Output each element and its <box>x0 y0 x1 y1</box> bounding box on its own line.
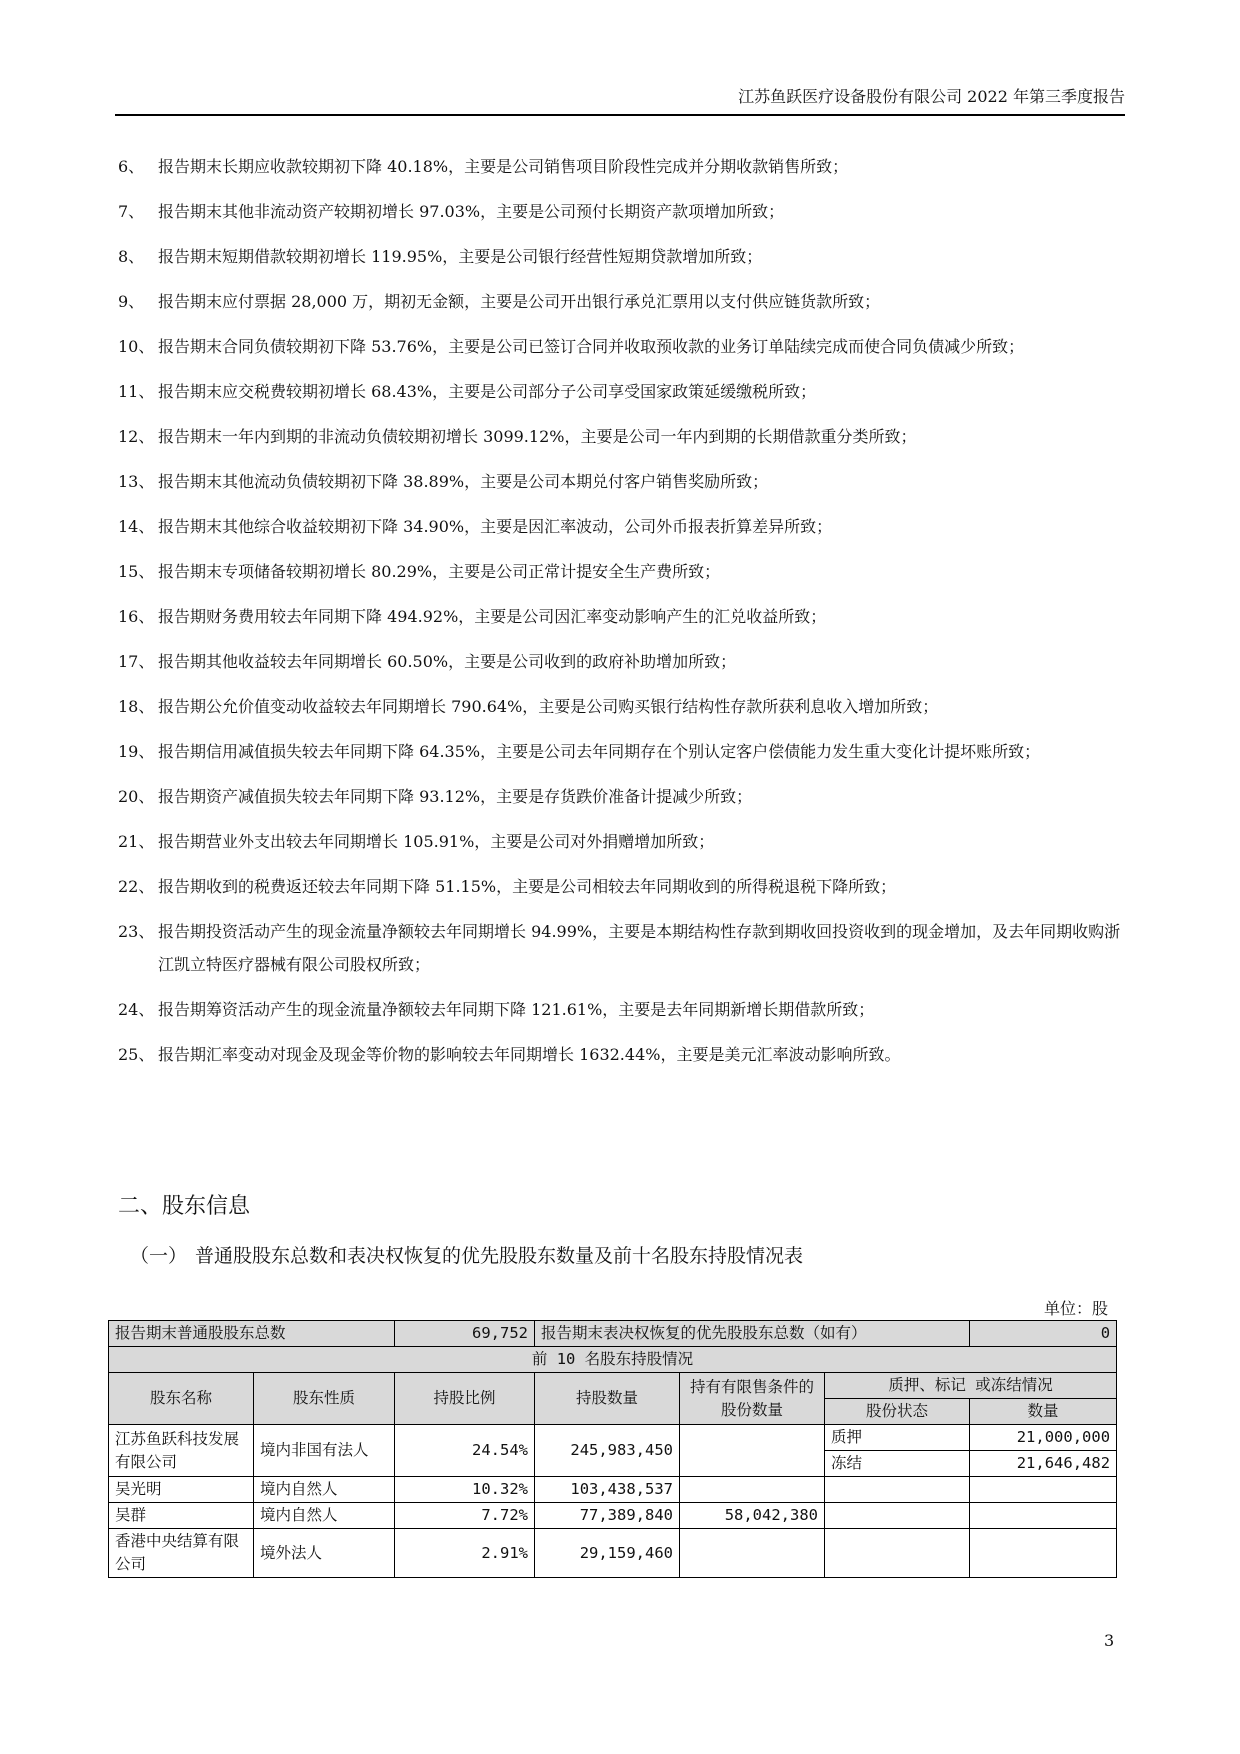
list-item <box>118 150 1128 183</box>
subsection-number: （一） <box>130 1245 188 1267</box>
cell-restricted <box>680 1425 825 1477</box>
item-number: 10、 <box>118 337 155 356</box>
list-item <box>118 690 1128 723</box>
item-number: 16、 <box>118 607 155 626</box>
list-item <box>118 510 1128 543</box>
cell-shares: 29,159,460 <box>535 1529 680 1578</box>
cell-pledge-qty <box>970 1529 1117 1578</box>
list-item <box>118 780 1128 813</box>
header-shares: 持股数量 <box>535 1373 680 1425</box>
cell-pledge-qty <box>970 1477 1117 1503</box>
item-text: 报告期公允价值变动收益较去年同期增长 790.64%，主要是公司购买银行结构性存款所获利息收入增加所致； <box>158 697 939 716</box>
item-text: 报告期末合同负债较期初下降 53.76%，主要是公司已签订合同并收取预收款的业务订单陆续完成而使合同负债减少所致； <box>158 337 1025 356</box>
cell-ratio: 10.32% <box>395 1477 535 1503</box>
item-text: 报告期末一年内到期的非流动负债较期初增长 3099.12%，主要是公司一年内到期的长期借款重分类所致； <box>158 427 917 446</box>
item-text: 报告期信用减值损失较去年同期下降 64.35%，主要是公司去年同期存在个别认定客户偿债能力发生重大变化计提坏账所致； <box>158 742 1041 761</box>
preferred-shareholders-label: 报告期末表决权恢复的优先股股东总数（如有） <box>535 1321 970 1347</box>
item-text: 报告期末应交税费较期初增长 68.43%，主要是公司部分子公司享受国家政策延缓缴税所致； <box>158 382 817 401</box>
cell-nature: 境内自然人 <box>254 1477 395 1503</box>
item-text: 报告期收到的税费返还较去年同期下降 51.15%，主要是公司相较去年同期收到的所得税退税下降所致； <box>158 877 897 896</box>
item-number: 22、 <box>118 877 155 896</box>
item-text: 报告期末应付票据 28,000 万，期初无金额，主要是公司开出银行承兑汇票用以支付供应链货款所致； <box>158 292 881 311</box>
header-name: 股东名称 <box>109 1373 254 1425</box>
list-item <box>118 240 1128 273</box>
cell-shares: 77,389,840 <box>535 1503 680 1529</box>
item-number: 21、 <box>118 832 155 851</box>
list-item <box>118 735 1128 768</box>
cell-pledge-status: 质押 <box>825 1425 970 1451</box>
cell-nature: 境内自然人 <box>254 1503 395 1529</box>
top10-caption: 前 10 名股东持股情况 <box>109 1347 1117 1373</box>
shareholder-table <box>108 1320 1117 1578</box>
header-restricted: 持有有限售条件的股份数量 <box>680 1373 825 1425</box>
cell-restricted: 58,042,380 <box>680 1503 825 1529</box>
cell-pledge-status <box>825 1529 970 1578</box>
table-row <box>109 1529 1117 1578</box>
preferred-shareholders-value: 0 <box>970 1321 1117 1347</box>
list-item <box>118 1038 1128 1071</box>
item-number: 8、 <box>118 247 145 266</box>
cell-pledge-qty: 21,000,000 <box>970 1425 1117 1451</box>
item-number: 12、 <box>118 427 155 446</box>
item-text: 报告期资产减值损失较去年同期下降 93.12%，主要是存货跌价准备计提减少所致； <box>158 787 753 806</box>
item-number: 11、 <box>118 382 155 401</box>
notes-list <box>118 150 1128 1083</box>
list-item <box>118 993 1128 1026</box>
table-row <box>109 1477 1117 1503</box>
cell-pledge-status: 冻结 <box>825 1451 970 1477</box>
cell-name: 吴光明 <box>109 1477 254 1503</box>
list-item <box>118 915 1128 981</box>
item-number: 15、 <box>118 562 155 581</box>
item-number: 18、 <box>118 697 155 716</box>
table-row <box>109 1347 1117 1373</box>
table-unit: 单位：股 <box>1043 1299 1108 1318</box>
list-item <box>118 600 1128 633</box>
cell-pledge-qty <box>970 1503 1117 1529</box>
item-text: 报告期筹资活动产生的现金流量净额较去年同期下降 121.61%，主要是去年同期新增长期借款所致； <box>158 1000 875 1019</box>
cell-shares: 103,438,537 <box>535 1477 680 1503</box>
item-text: 报告期汇率变动对现金及现金等价物的影响较去年同期增长 1632.44%，主要是美元汇率波动影响所致。 <box>158 1045 901 1064</box>
list-item <box>118 330 1128 363</box>
item-number: 19、 <box>118 742 155 761</box>
list-item <box>118 375 1128 408</box>
subsection-text: 普通股股东总数和表决权恢复的优先股股东数量及前十名股东持股情况表 <box>195 1245 804 1267</box>
list-item <box>118 465 1128 498</box>
list-item <box>118 825 1128 858</box>
item-text: 报告期末其他流动负债较期初下降 38.89%，主要是公司本期兑付客户销售奖励所致； <box>158 472 769 491</box>
list-item <box>118 285 1128 318</box>
item-text: 报告期营业外支出较去年同期增长 105.91%，主要是公司对外捐赠增加所致； <box>158 832 715 851</box>
item-number: 7、 <box>118 202 145 221</box>
item-text: 报告期末短期借款较期初增长 119.95%，主要是公司银行经营性短期贷款增加所致； <box>158 247 763 266</box>
item-number: 9、 <box>118 292 145 311</box>
header-rule <box>115 114 1125 116</box>
subsection-title <box>130 1242 803 1270</box>
cell-name: 江苏鱼跃科技发展有限公司 <box>109 1425 254 1477</box>
total-shareholders-value: 69,752 <box>395 1321 535 1347</box>
item-number: 25、 <box>118 1045 155 1064</box>
list-item <box>118 420 1128 453</box>
header-nature: 股东性质 <box>254 1373 395 1425</box>
cell-restricted <box>680 1529 825 1578</box>
list-item <box>118 195 1128 228</box>
header-pledge-qty: 数量 <box>970 1399 1117 1425</box>
header-ratio: 持股比例 <box>395 1373 535 1425</box>
table-row <box>109 1503 1117 1529</box>
item-number: 14、 <box>118 517 155 536</box>
item-number: 6、 <box>118 157 145 176</box>
table-row <box>109 1321 1117 1347</box>
item-text: 报告期末长期应收款较期初下降 40.18%，主要是公司销售项目阶段性完成并分期收款销售所致； <box>158 157 849 176</box>
cell-pledge-qty: 21,646,482 <box>970 1451 1117 1477</box>
item-text: 报告期末其他非流动资产较期初增长 97.03%，主要是公司预付长期资产款项增加所致； <box>158 202 785 221</box>
item-text: 报告期财务费用较去年同期下降 494.92%，主要是公司因汇率变动影响产生的汇兑收益所致； <box>158 607 827 626</box>
total-shareholders-label: 报告期末普通股股东总数 <box>109 1321 395 1347</box>
item-number: 23、 <box>118 922 155 941</box>
cell-pledge-status <box>825 1503 970 1529</box>
cell-ratio: 2.91% <box>395 1529 535 1578</box>
item-text: 报告期末其他综合收益较期初下降 34.90%，主要是因汇率波动，公司外币报表折算差异所致； <box>158 517 833 536</box>
list-item <box>118 555 1128 588</box>
cell-ratio: 24.54% <box>395 1425 535 1477</box>
cell-shares: 245,983,450 <box>535 1425 680 1477</box>
item-number: 17、 <box>118 652 155 671</box>
section-title: 二、股东信息 <box>118 1194 251 1219</box>
cell-nature: 境内非国有法人 <box>254 1425 395 1477</box>
cell-ratio: 7.72% <box>395 1503 535 1529</box>
item-text: 报告期投资活动产生的现金流量净额较去年同期增长 94.99%，主要是本期结构性存款到期收回投资收到的现金增加，及去年同期收购浙江凯立特医疗器械有限公司股权所致； <box>158 922 1121 974</box>
cell-pledge-status <box>825 1477 970 1503</box>
item-number: 20、 <box>118 787 155 806</box>
list-item <box>118 645 1128 678</box>
cell-name: 吴群 <box>109 1503 254 1529</box>
list-item <box>118 870 1128 903</box>
item-number: 24、 <box>118 1000 155 1019</box>
cell-restricted <box>680 1477 825 1503</box>
header-pledge-status: 股份状态 <box>825 1399 970 1425</box>
page-header: 江苏鱼跃医疗设备股份有限公司 2022 年第三季度报告 <box>738 87 1125 106</box>
page-number: 3 <box>1104 1631 1115 1650</box>
item-text: 报告期其他收益较去年同期增长 60.50%，主要是公司收到的政府补助增加所致； <box>158 652 737 671</box>
cell-nature: 境外法人 <box>254 1529 395 1578</box>
item-text: 报告期末专项储备较期初增长 80.29%，主要是公司正常计提安全生产费所致； <box>158 562 721 581</box>
header-pledge-group: 质押、标记 或冻结情况 <box>825 1373 1117 1399</box>
table-row <box>109 1425 1117 1451</box>
table-header-row <box>109 1373 1117 1399</box>
cell-name: 香港中央结算有限公司 <box>109 1529 254 1578</box>
item-number: 13、 <box>118 472 155 491</box>
